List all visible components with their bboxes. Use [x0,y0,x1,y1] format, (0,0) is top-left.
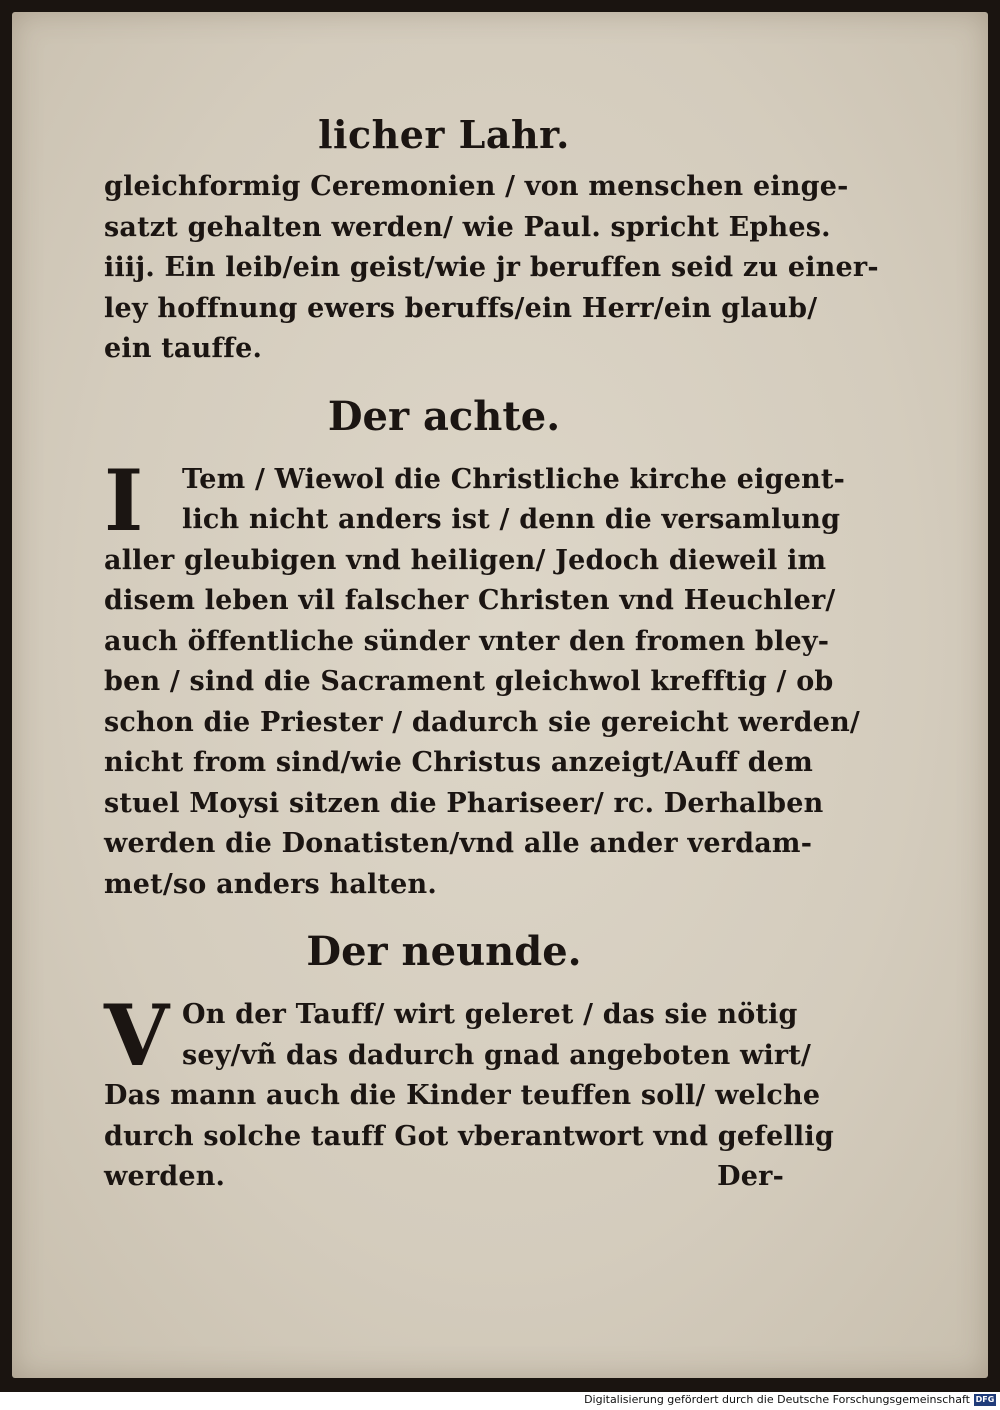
drop-cap-initial: I [104,450,144,550]
book-page [12,12,988,1378]
text-line: ley hoffnung ewers beruffs/ein Herr/ein glaub/ [104,292,818,324]
text-line: met/so anders halten. [104,868,437,900]
text-line: nicht from sind/wie Christus anzeigt/Auff dem [104,747,813,778]
text-line: Das mann auch die Kinder teuffen soll/ welche [104,1080,821,1111]
running-head: licher Lahr. [318,112,570,157]
catchword: Der- [717,1161,784,1192]
text-line: werden die Donatisten/vnd alle ander verdam- [104,828,813,859]
article-8-paragraph [104,450,860,906]
text-line: On der Tauff/ wirt geleret / das sie nötig [182,999,798,1030]
text-line: aller gleubigen vnd heiligen/ Jedoch dieweil im [104,544,827,576]
text-line: sey/vñ das dadurch gnad angeboten wirt/ [182,1039,812,1071]
drop-cap-initial: V [104,986,170,1085]
section-heading-8: Der achte. [327,392,561,440]
article-9-paragraph [104,986,834,1198]
text-line: lich nicht anders ist / denn die versamlung [182,504,841,535]
text-line: ben / sind die Sacrament gleichwol krefftig / ob [104,666,834,697]
text-line: gleichformig Ceremonien / von menschen einge- [104,171,849,202]
text-line: satzt gehalten werden/ wie Paul. spricht Ephes. [104,211,831,243]
text-line: auch öffentliche sünder vnter den fromen bley- [104,625,830,657]
text-line: schon die Priester / dadurch sie gereicht werden/ [104,706,860,738]
text-line: Tem / Wiewol die Christliche kirche eigent- [182,463,845,495]
text-line-with-catchword [104,1157,784,1198]
dfg-logo: DFG [975,1395,995,1404]
funding-credit: Digitalisierung gefördert durch die Deutsche Forschungsgemeinschaft [584,1393,970,1406]
text-line-end: werden. [104,1161,226,1192]
text-line: durch solche tauff Got vberantwort vnd gefellig [104,1120,834,1152]
text-line: ein tauffe. [104,333,263,364]
continuation-paragraph [104,167,879,370]
section-heading-9: Der neunde. [306,928,582,975]
text-line: disem leben vil falscher Christen vnd Heuchler/ [104,585,836,616]
text-line: iiij. Ein leib/ein geist/wie jr beruffen seid zu einer- [104,252,879,283]
text-line: stuel Moysi sitzen die Phariseer/ rc. Derhalben [104,787,824,819]
page-text-block [104,107,879,1198]
